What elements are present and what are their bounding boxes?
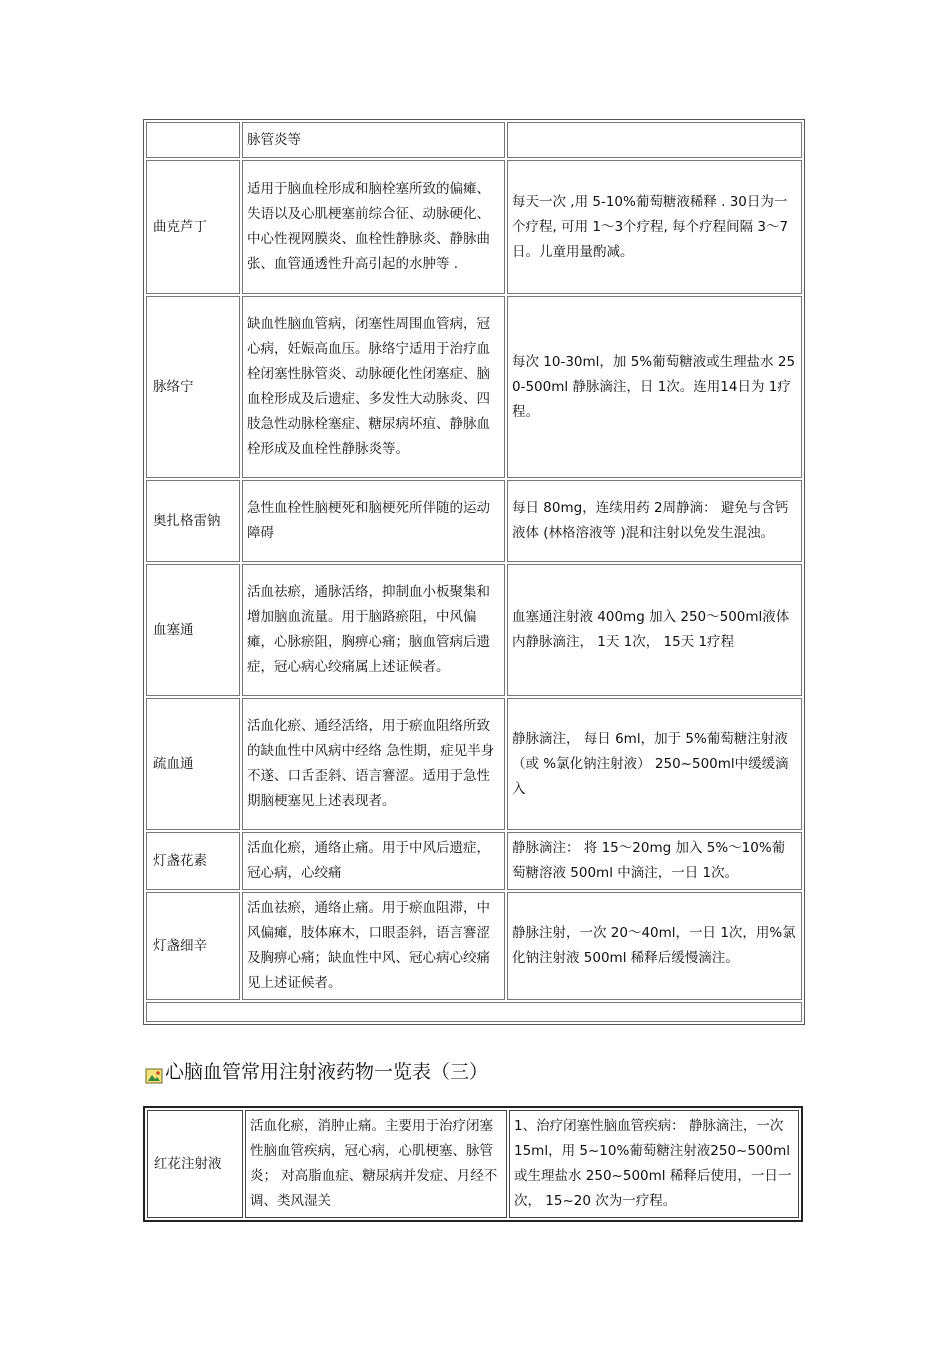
drug-table-part2 — [143, 119, 805, 1025]
drug-indication: 活血化瘀，通络止痛。用于中风后遗症，冠心病，心绞痛 — [242, 832, 505, 890]
empty-cell — [146, 1002, 802, 1022]
drug-name: 血塞通 — [146, 564, 240, 696]
drug-name: 红花注射液 — [147, 1110, 243, 1218]
drug-name: 疏血通 — [146, 698, 240, 830]
drug-indication: 适用于脑血栓形成和脑栓塞所致的偏瘫、失语以及心肌梗塞前综合征、动脉硬化、中心性视网膜炎、血栓性静脉炎、静脉曲张、血管通透性升高引起的水肿等 . — [242, 160, 505, 294]
section-title: 心脑血管常用注射液药物一览表（三） — [165, 1061, 489, 1083]
drug-usage: 每日 80mg，连续用药 2周静滴： 避免与含钙液体 (林格溶液等 )混和注射以免发生混浊。 — [507, 480, 802, 562]
table-row — [146, 564, 802, 696]
drug-usage — [507, 122, 802, 158]
drug-indication: 脉管炎等 — [242, 122, 505, 158]
drug-indication: 活血化瘀、通经活络，用于瘀血阻络所致的缺血性中风病中经络 急性期，症见半身不遂、口舌歪斜、语言謇涩。适用于急性期脑梗塞见上述表现者。 — [242, 698, 505, 830]
drug-indication: 缺血性脑血管病，闭塞性周围血管病，冠心病，妊娠高血压。脉络宁适用于治疗血栓闭塞性脉管炎、动脉硬化性闭塞症、脑血栓形成及后遗症、多发性大动脉炎、四肢急性动脉栓塞症、糖尿病坏疽、静脉血栓形成及血栓性静脉炎等。 — [242, 296, 505, 478]
drug-name: 灯盏细辛 — [146, 892, 240, 1000]
drug-usage: 1、治疗闭塞性脑血管疾病： 静脉滴注，一次 15ml，用 5~10%葡萄糖注射液250~500ml或生理盐水 250~500ml 稀释后使用，一日一次， 15~20 次为一疗程。 — [509, 1110, 799, 1218]
table-row — [146, 832, 802, 890]
image-icon — [145, 1064, 163, 1080]
drug-usage: 每天一次 ,用 5-10%葡萄糖液稀释 . 30日为一个疗程, 可用 1～3个疗程, 每个疗程间隔 3～7日。儿童用量酌减。 — [507, 160, 802, 294]
drug-indication: 活血祛瘀，通脉活络，抑制血小板聚集和增加脑血流量。用于脑路瘀阻，中风偏瘫，心脉瘀阻，胸痹心痛；脑血管病后遗症，冠心病心绞痛属上述证候者。 — [242, 564, 505, 696]
drug-name: 奥扎格雷钠 — [146, 480, 240, 562]
table-row — [146, 160, 802, 294]
table-row — [147, 1110, 799, 1218]
drug-indication: 活血化瘀，消肿止痛。主要用于治疗闭塞性脑血管疾病，冠心病，心肌梗塞、脉管炎； 对高脂血症、糖尿病并发症、月经不调、类风湿关 — [245, 1110, 507, 1218]
table-row — [146, 892, 802, 1000]
drug-name — [146, 122, 240, 158]
drug-name: 灯盏花素 — [146, 832, 240, 890]
drug-indication: 活血祛瘀，通络止痛。用于瘀血阻滞，中风偏瘫，肢体麻木，口眼歪斜，语言謇涩及胸痹心痛；缺血性中风、冠心病心绞痛见上述证候者。 — [242, 892, 505, 1000]
drug-indication: 急性血栓性脑梗死和脑梗死所伴随的运动障碍 — [242, 480, 505, 562]
drug-usage: 静脉注射，一次 20～40ml，一日 1次，用%氯化钠注射液 500ml 稀释后缓慢滴注。 — [507, 892, 802, 1000]
table-row — [146, 480, 802, 562]
drug-name: 脉络宁 — [146, 296, 240, 478]
drug-usage: 静脉滴注， 每日 6ml，加于 5%葡萄糖注射液（或 %氯化钠注射液） 250~500ml中缓缓滴入 — [507, 698, 802, 830]
drug-usage: 静脉滴注： 将 15～20mg 加入 5%～10%葡萄糖溶液 500ml 中滴注，一日 1次。 — [507, 832, 802, 890]
table-footer-row — [146, 1002, 802, 1022]
drug-name: 曲克芦丁 — [146, 160, 240, 294]
drug-usage: 每次 10-30ml，加 5%葡萄糖液或生理盐水 250-500ml 静脉滴注，日 1次。连用14日为 1疗程。 — [507, 296, 802, 478]
section-heading — [145, 1058, 488, 1086]
drug-table-part3 — [143, 1106, 803, 1222]
table-row — [146, 296, 802, 478]
drug-usage: 血塞通注射液 400mg 加入 250～500ml液体内静脉滴注， 1天 1次， 15天 1疗程 — [507, 564, 802, 696]
table-row — [146, 122, 802, 158]
table-row — [146, 698, 802, 830]
